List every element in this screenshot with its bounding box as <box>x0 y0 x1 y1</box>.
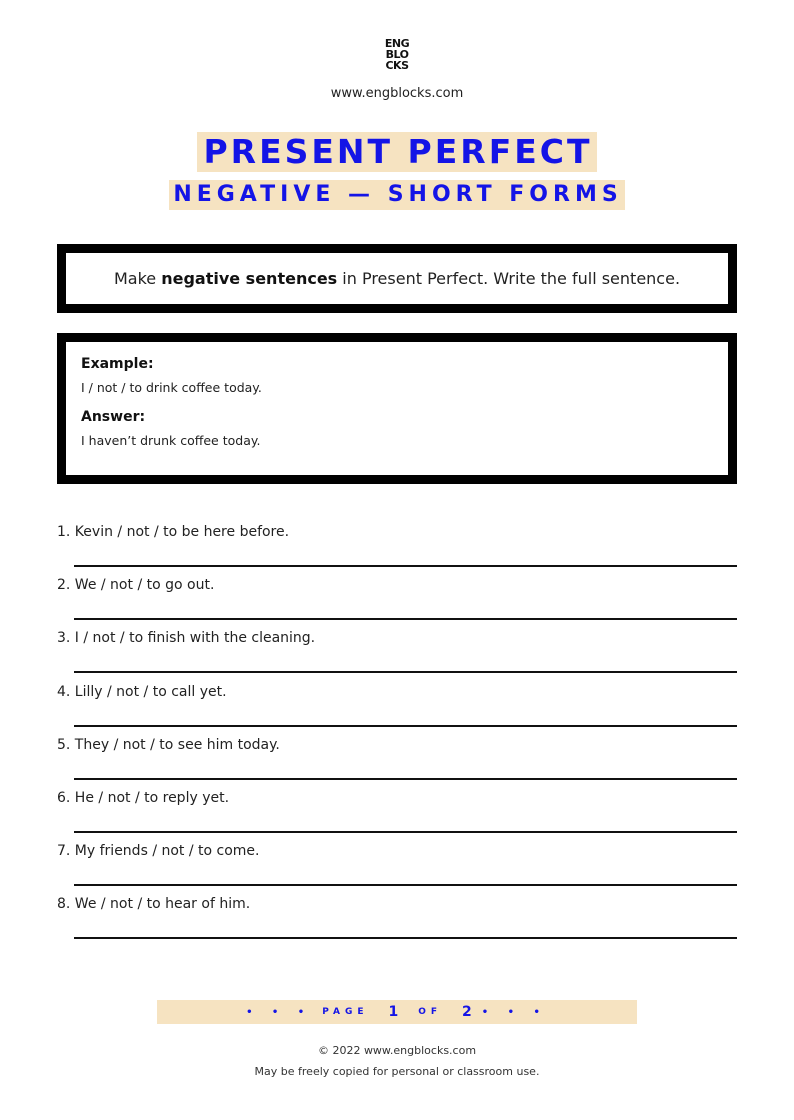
question-text: 4. Lilly / not / to call yet. <box>57 683 227 700</box>
pager-total: 2 <box>462 1004 472 1020</box>
copyright: © 2022 www.engblocks.com <box>317 1044 477 1057</box>
answer-line[interactable] <box>74 778 737 780</box>
question-text: 1. Kevin / not / to be here before. <box>57 524 290 540</box>
site-url: www.engblocks.com <box>330 86 464 101</box>
question-item <box>57 788 737 841</box>
pager-current: 1 <box>388 1004 399 1020</box>
question-text: 6. He / not / to reply yet. <box>57 789 230 806</box>
page-indicator <box>157 1000 637 1024</box>
question-text: 7. My friends / not / to come. <box>57 843 260 860</box>
pager-dots-left: • • • <box>246 1006 313 1018</box>
question-text: 8. We / not / to hear of him. <box>57 896 251 913</box>
pager-dots-right: • • • <box>481 1006 548 1018</box>
engblocks-logo <box>381 38 413 71</box>
answer-line[interactable] <box>74 725 737 727</box>
question-item <box>57 575 737 628</box>
page-subtitle: NEGATIVE — SHORT FORMS <box>169 180 624 210</box>
answer-line[interactable] <box>74 884 737 886</box>
question-item <box>57 735 737 788</box>
question-item <box>57 628 737 681</box>
instruction-bold: negative sentences <box>161 269 338 288</box>
instruction-box <box>57 244 737 313</box>
example-label: Example: <box>81 356 154 372</box>
question-item <box>57 682 737 735</box>
question-text: 5. They / not / to see him today. <box>57 736 280 753</box>
pager-of-label: OF <box>418 1007 443 1017</box>
license-note: May be freely copied for personal or classroom use. <box>254 1065 540 1078</box>
answer-line[interactable] <box>74 831 737 833</box>
pager-page-label: PAGE <box>322 1007 369 1017</box>
example-box <box>57 333 737 484</box>
question-item <box>57 841 737 894</box>
logo-line: ENG <box>384 37 410 50</box>
answer-text: I haven’t drunk coffee today. <box>81 433 261 448</box>
answer-label: Answer: <box>81 409 146 425</box>
answer-line[interactable] <box>74 671 737 673</box>
answer-line[interactable] <box>74 618 737 620</box>
question-text: 3. I / not / to finish with the cleaning. <box>57 630 316 647</box>
logo-line: CKS <box>385 59 409 72</box>
answer-line[interactable] <box>74 565 737 567</box>
question-list <box>57 522 737 948</box>
question-text: 2. We / not / to go out. <box>57 577 215 594</box>
logo-line: BLO <box>385 48 409 61</box>
page-title: PRESENT PERFECT <box>197 132 596 172</box>
question-item <box>57 522 737 575</box>
question-item <box>57 894 737 947</box>
answer-line[interactable] <box>74 937 737 939</box>
example-text: I / not / to drink coffee today. <box>81 380 262 395</box>
instruction-text: Make negative sentences in Present Perfect. Write the full sentence. <box>113 269 681 288</box>
